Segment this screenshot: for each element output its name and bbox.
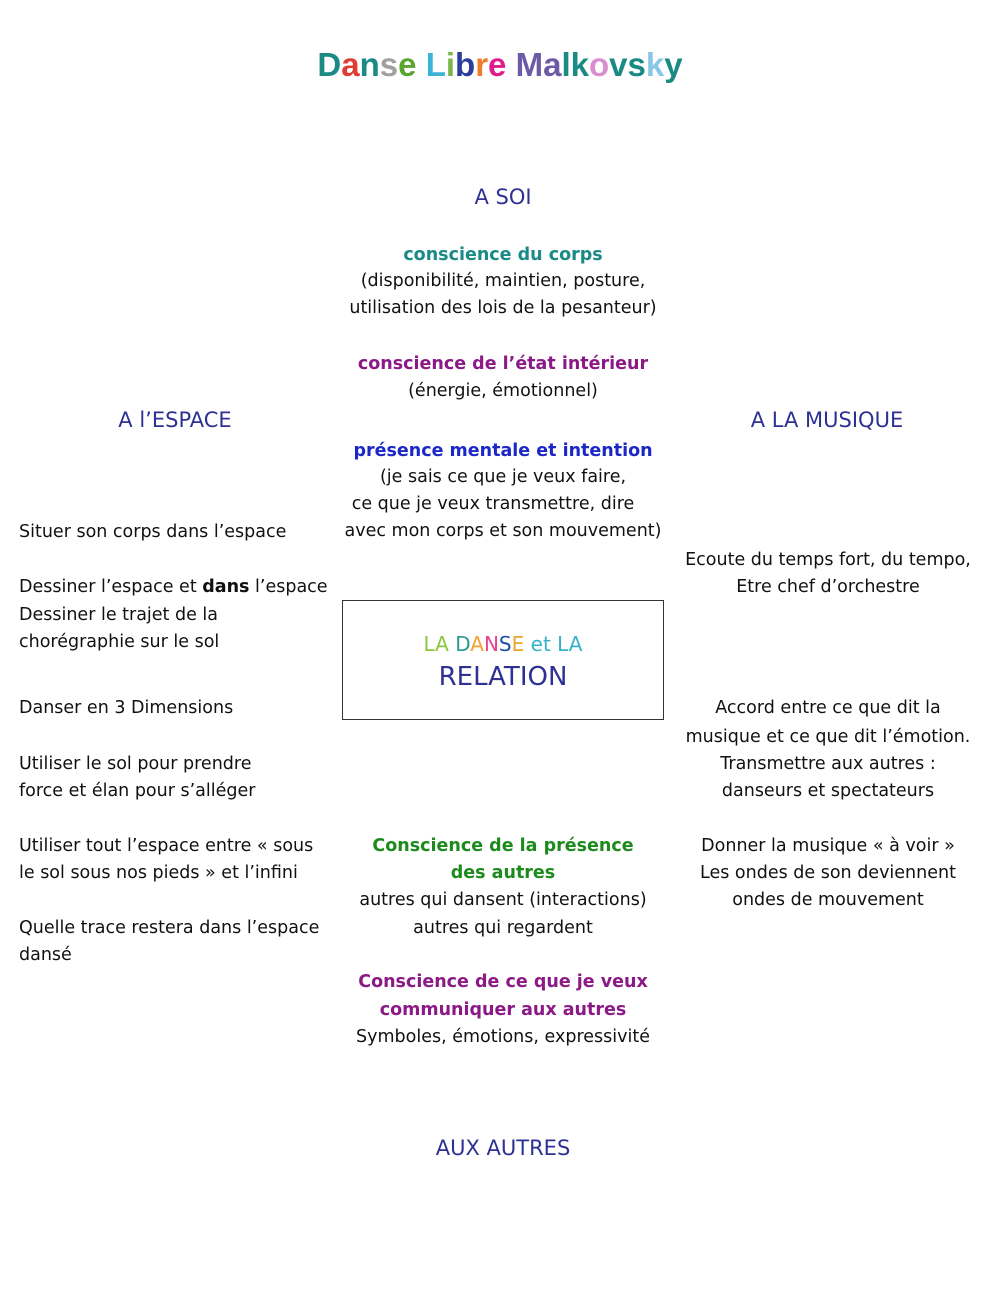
title-letter: e — [488, 46, 507, 83]
musique-line-1: Ecoute du temps fort, du tempo, — [685, 550, 971, 570]
musique-line-3: Accord entre ce que dit la — [715, 698, 941, 718]
autres-section1-line2: autres qui regardent — [413, 918, 593, 938]
title-letter: o — [588, 46, 610, 83]
soi-section1-line2: utilisation des lois de la pesanteur) — [349, 298, 657, 318]
heading-a-la-musique: A LA MUSIQUE — [750, 408, 904, 432]
box-letter: D — [455, 632, 471, 656]
title-letter: r — [475, 46, 489, 83]
title-letter: a — [341, 46, 360, 83]
box-letter: L — [423, 632, 436, 656]
box-letter: A — [470, 632, 484, 656]
box-letter: e — [530, 632, 543, 656]
soi-section3-line1: (je sais ce que je veux faire, — [379, 467, 627, 487]
soi-section2-title: conscience de l’état intérieur — [357, 354, 649, 374]
box-letter: S — [498, 632, 512, 656]
title-letter: i — [445, 46, 456, 83]
soi-section1-title: conscience du corps — [403, 245, 603, 265]
autres-section1-title-line2: des autres — [450, 863, 556, 883]
heading-aux-autres: AUX AUTRES — [435, 1136, 571, 1160]
musique-line-4: musique et ce que dit l’émotion. — [685, 727, 971, 747]
musique-line-7: Donner la musique « à voir » — [701, 836, 955, 856]
box-letter: A — [568, 632, 583, 656]
espace-line-8: Utiliser tout l’espace entre « sous — [19, 836, 314, 856]
autres-section2-line1: Symboles, émotions, expressivité — [356, 1027, 650, 1047]
page-title — [0, 46, 1000, 84]
espace-line-1: Situer son corps dans l’espace — [19, 522, 287, 542]
box-letter: N — [483, 632, 499, 656]
espace-line-2: Dessiner l’espace et dans l’espace — [19, 577, 328, 597]
musique-line-9: ondes de mouvement — [732, 890, 924, 910]
title-letter: L — [425, 46, 446, 83]
title-letter: s — [379, 46, 399, 83]
title-letter: s — [627, 46, 646, 83]
title-letter — [506, 46, 515, 83]
autres-section2-title-line1: Conscience de ce que je veux — [358, 972, 648, 992]
autres-section1-title-line1: Conscience de la présence — [372, 836, 634, 856]
title-letter: y — [664, 46, 683, 83]
espace-line-4: chorégraphie sur le sol — [19, 632, 220, 652]
soi-section3-line3: avec mon corps et son mouvement) — [344, 521, 662, 541]
autres-section1-line1: autres qui dansent (interactions) — [359, 890, 647, 910]
musique-line-5: Transmettre aux autres : — [720, 754, 936, 774]
espace-line-5: Danser en 3 Dimensions — [19, 698, 234, 718]
espace-line-6: Utiliser le sol pour prendre — [19, 754, 252, 774]
title-letter: e — [398, 46, 417, 83]
autres-section2-title-line2: communiquer aux autres — [379, 1000, 627, 1020]
title-letter: v — [609, 46, 628, 83]
title-letter: k — [645, 46, 665, 83]
title-letter: b — [455, 46, 476, 83]
center-box-line2: RELATION — [438, 662, 568, 692]
box-letter: t — [542, 632, 551, 656]
espace-line-7: force et élan pour s’alléger — [19, 781, 256, 801]
musique-line-8: Les ondes de son deviennent — [700, 863, 956, 883]
box-letter: A — [435, 632, 449, 656]
title-letter: l — [561, 46, 571, 83]
title-letter: k — [570, 46, 589, 83]
title-letter — [417, 46, 426, 83]
heading-a-soi: A SOI — [474, 185, 532, 209]
box-letter: L — [557, 632, 569, 656]
soi-section2-line1: (énergie, émotionnel) — [408, 381, 598, 401]
musique-line-2: Etre chef d’orchestre — [736, 577, 920, 597]
title-letter: a — [543, 46, 562, 83]
espace-line-11: dansé — [19, 945, 72, 965]
musique-line-6: danseurs et spectateurs — [721, 781, 935, 801]
espace-line-3: Dessiner le trajet de la — [19, 605, 219, 625]
heading-a-l-espace: A l’ESPACE — [118, 408, 232, 432]
center-box — [342, 600, 664, 720]
soi-section1-line1: (disponibilité, maintien, posture, — [360, 271, 646, 291]
soi-section3-title: présence mentale et intention — [353, 441, 653, 461]
soi-section3-line2: ce que je veux transmettre, dire — [351, 494, 635, 514]
center-box-line1 — [342, 632, 664, 656]
espace-line-10: Quelle trace restera dans l’espace — [19, 918, 320, 938]
espace-line-9: le sol sous nos pieds » et l’infini — [19, 863, 298, 883]
title-letter: M — [515, 46, 544, 83]
box-letter: E — [511, 632, 525, 656]
title-letter: n — [359, 46, 380, 83]
title-letter: D — [317, 46, 342, 83]
